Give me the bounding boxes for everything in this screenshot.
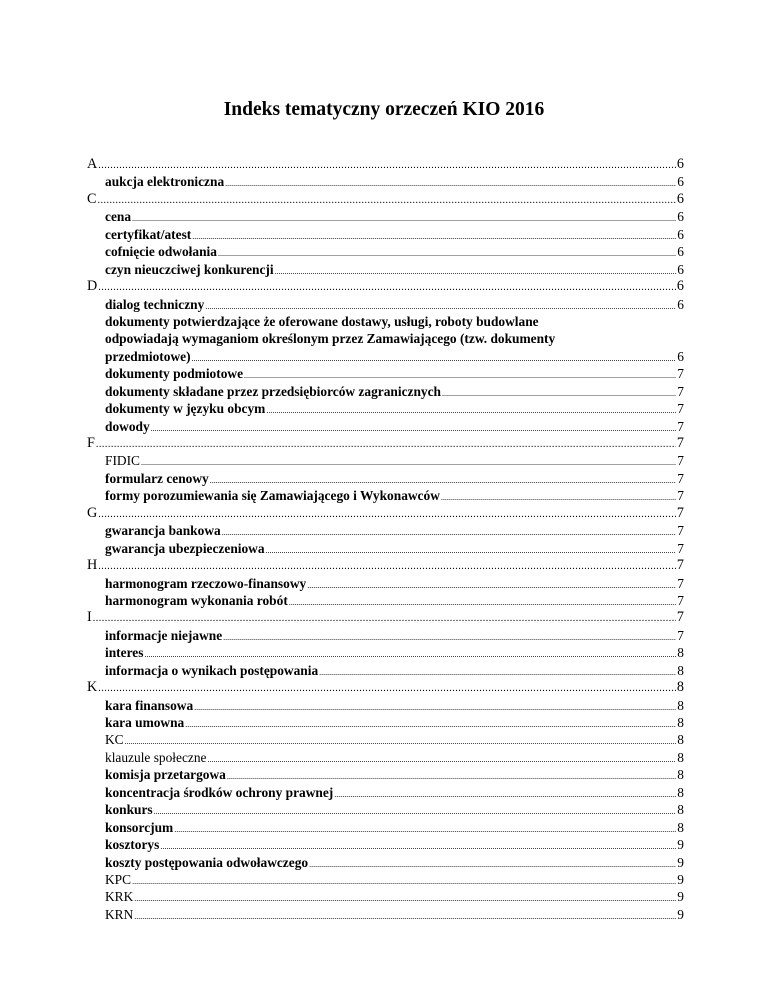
toc-entry-label: kara finansowa xyxy=(105,697,194,713)
toc-subentry[interactable] xyxy=(87,854,684,871)
toc-section-letter[interactable] xyxy=(87,191,684,208)
toc-entry-label: interes xyxy=(105,645,144,661)
toc-entry-label: klauzule społeczne xyxy=(105,749,207,765)
toc-entry-label: gwarancja bankowa xyxy=(105,523,221,539)
toc-entry-label-line: dokumenty potwierdzające że oferowane dostawy, usługi, roboty budowlane xyxy=(105,313,539,329)
toc-subentry[interactable] xyxy=(87,540,684,557)
toc-entry-label: C xyxy=(87,190,97,207)
toc-entry-label: FIDIC xyxy=(105,453,140,469)
toc-section-letter[interactable] xyxy=(87,609,684,626)
toc-section-letter[interactable] xyxy=(87,156,684,173)
toc-page-number: 7 xyxy=(677,627,684,643)
dot-leader xyxy=(307,577,676,594)
toc-subentry[interactable] xyxy=(87,592,684,609)
dot-leader xyxy=(266,402,676,419)
toc-subentry[interactable] xyxy=(87,697,684,714)
toc-entry-label: dokumenty podmiotowe xyxy=(105,366,244,382)
toc-page-number: 7 xyxy=(677,523,684,539)
dot-leader xyxy=(125,733,677,750)
toc-page-number: 8 xyxy=(677,784,684,800)
toc-entry-label: informacja o wynikach postępowania xyxy=(105,662,319,678)
dot-leader xyxy=(134,908,676,925)
toc-entry-label: komisja przetargowa xyxy=(105,767,226,783)
dot-leader xyxy=(93,610,676,627)
toc-page-number: 7 xyxy=(676,557,684,574)
toc-subentry[interactable] xyxy=(87,261,684,278)
dot-leader xyxy=(334,786,676,803)
dot-leader xyxy=(309,856,676,873)
toc-subentry[interactable] xyxy=(87,906,684,923)
toc-page-number: 6 xyxy=(677,244,684,260)
toc-page-number: 9 xyxy=(677,837,684,853)
toc-entry-label: konkurs xyxy=(105,802,153,818)
toc-page-number: 8 xyxy=(677,732,684,748)
toc-entry-label: I xyxy=(87,609,92,626)
toc-entry-label: cofnięcie odwołania xyxy=(105,244,217,260)
toc-subentry[interactable] xyxy=(87,487,684,504)
toc-page-number: 6 xyxy=(677,226,684,242)
toc-section-letter[interactable] xyxy=(87,278,684,295)
toc-page-number: 8 xyxy=(677,645,684,661)
toc-entry-label: dokumenty składane przez przedsiębiorców zagranicznych xyxy=(105,383,441,399)
toc-entry-label: kara umowna xyxy=(105,715,185,730)
toc-page-number: 7 xyxy=(677,418,684,434)
toc-entry-label: przedmiotowe) xyxy=(105,348,191,364)
toc-entry-label: koncentracja środków ochrony prawnej xyxy=(105,784,334,800)
dot-leader xyxy=(225,175,676,192)
toc-subentry[interactable] xyxy=(87,365,684,382)
toc-subentry[interactable] xyxy=(87,296,684,313)
toc-subentry[interactable] xyxy=(87,714,684,731)
toc-entry-label: aukcja elektroniczna xyxy=(105,174,225,190)
dot-leader xyxy=(98,279,676,296)
dot-leader xyxy=(441,489,676,506)
toc-page-number: 7 xyxy=(677,575,684,591)
toc-entry-label: czyn nieuczciwej konkurencji xyxy=(105,261,274,277)
toc-entry-label: gwarancja ubezpieczeniowa xyxy=(105,540,265,556)
toc-entry-label: dowody xyxy=(105,418,150,434)
toc-entry-label: F xyxy=(87,435,95,451)
toc-subentry[interactable] xyxy=(87,662,684,679)
toc-entry-last-line xyxy=(105,348,684,365)
toc-subentry[interactable] xyxy=(87,313,684,365)
toc-page-number: 9 xyxy=(677,854,684,870)
toc-subentry[interactable] xyxy=(87,749,684,766)
toc-subentry[interactable] xyxy=(87,766,684,783)
toc-page-number: 8 xyxy=(677,819,684,835)
dot-leader xyxy=(223,629,676,646)
toc-page-number: 6 xyxy=(677,209,684,225)
toc-entry-label: formularz cenowy xyxy=(105,470,209,486)
toc-page-number: 7 xyxy=(676,435,684,451)
toc-entry-label: H xyxy=(87,557,98,574)
toc-subentry[interactable] xyxy=(87,888,684,905)
toc-page-number: 6 xyxy=(676,156,684,172)
toc-subentry[interactable] xyxy=(87,418,684,435)
dot-leader xyxy=(185,716,676,733)
toc-page-number: 6 xyxy=(676,190,684,207)
toc-subentry[interactable] xyxy=(87,173,684,190)
toc-entry-label: konsorcjum xyxy=(105,819,174,835)
toc-entry-label: K xyxy=(87,679,98,696)
toc-page-number: 7 xyxy=(676,609,684,626)
toc-subentry[interactable] xyxy=(87,819,684,836)
dot-leader xyxy=(97,192,675,209)
toc-subentry[interactable] xyxy=(87,784,684,801)
toc-entry-label: koszty postępowania odwoławczego xyxy=(105,854,309,870)
toc-page-number: 7 xyxy=(677,453,684,469)
dot-leader xyxy=(151,420,677,437)
toc-subentry[interactable] xyxy=(87,383,684,400)
dot-leader xyxy=(192,228,676,245)
toc-section-letter[interactable] xyxy=(87,505,684,522)
toc-subentry[interactable] xyxy=(87,522,684,539)
toc-entry-label: kosztorys xyxy=(105,837,160,853)
toc-page-number: 6 xyxy=(677,348,684,364)
toc-page-number: 7 xyxy=(677,592,684,608)
dot-leader xyxy=(442,385,676,402)
toc-entry-label: G xyxy=(87,504,98,521)
toc-page-number: 6 xyxy=(677,174,684,190)
toc-page-number: 8 xyxy=(677,749,684,765)
toc-subentry[interactable] xyxy=(87,400,684,417)
dot-leader xyxy=(98,558,676,575)
toc-subentry[interactable] xyxy=(87,627,684,644)
dot-leader xyxy=(98,680,676,697)
toc-entry-label: D xyxy=(87,278,98,295)
toc-page-number: 7 xyxy=(677,383,684,399)
toc-page-number: 7 xyxy=(677,366,684,382)
toc-subentry[interactable] xyxy=(87,801,684,818)
toc-subentry[interactable] xyxy=(87,731,684,748)
toc-entry-label: informacje niejawne xyxy=(105,627,223,643)
dot-leader xyxy=(266,542,677,559)
toc-section-letter[interactable] xyxy=(87,435,684,452)
toc-page-number: 6 xyxy=(677,296,684,312)
dot-leader xyxy=(289,594,677,611)
toc-entry-label: A xyxy=(87,156,98,172)
dot-leader xyxy=(275,263,677,280)
toc-subentry[interactable] xyxy=(87,208,684,225)
toc-page-number: 7 xyxy=(677,401,684,417)
toc-entry-label: formy porozumiewania się Zamawiającego i Wykonawców xyxy=(105,488,440,504)
dot-leader xyxy=(98,506,676,523)
toc-subentry[interactable] xyxy=(87,470,684,487)
toc-page-number: 8 xyxy=(676,679,684,696)
toc-page-number: 9 xyxy=(677,871,684,887)
toc-page-number: 8 xyxy=(677,662,684,678)
toc-page-number: 7 xyxy=(677,488,684,504)
toc-section-letter[interactable] xyxy=(87,557,684,574)
toc-subentry[interactable] xyxy=(87,243,684,260)
dot-leader xyxy=(141,454,676,471)
toc-entry-label: cena xyxy=(105,209,132,225)
table-of-contents xyxy=(87,156,684,923)
dot-leader xyxy=(174,821,676,838)
dot-leader xyxy=(208,751,677,768)
toc-entry-label-line: odpowiadają wymaganiom określonym przez Zamawiającego (tzw. dokumenty xyxy=(105,331,556,347)
dot-leader xyxy=(319,664,676,681)
dot-leader xyxy=(154,803,677,820)
dot-leader xyxy=(222,524,677,541)
toc-subentry[interactable] xyxy=(87,836,684,853)
toc-page-number: 7 xyxy=(676,504,684,521)
toc-entry-label: KC xyxy=(105,732,124,748)
dot-leader xyxy=(218,245,676,262)
toc-page-number: 7 xyxy=(677,470,684,486)
toc-page-number: 6 xyxy=(677,261,684,277)
dot-leader xyxy=(98,157,676,174)
toc-entry-label: harmonogram wykonania robót xyxy=(105,592,288,608)
toc-entry-label: dokumenty w języku obcym xyxy=(105,401,266,417)
toc-section-letter[interactable] xyxy=(87,679,684,696)
toc-page-number: 6 xyxy=(676,278,684,295)
toc-subentry[interactable] xyxy=(87,452,684,469)
toc-entry-label: certyfikat/atest xyxy=(105,226,192,242)
toc-page-number: 8 xyxy=(677,697,684,713)
toc-page-number: 9 xyxy=(677,906,684,922)
toc-entry-label: KPC xyxy=(105,871,132,887)
dot-leader xyxy=(194,699,676,716)
toc-page-number: 7 xyxy=(677,540,684,556)
dot-leader xyxy=(132,873,676,890)
toc-page-number: 8 xyxy=(677,715,684,730)
toc-page-number: 8 xyxy=(677,802,684,818)
toc-entry-label: KRN xyxy=(105,906,134,922)
toc-entry-label: harmonogram rzeczowo-finansowy xyxy=(105,575,307,591)
dot-leader xyxy=(96,436,676,453)
toc-subentry[interactable] xyxy=(87,226,684,243)
dot-leader xyxy=(134,890,676,907)
dot-leader xyxy=(192,350,677,367)
dot-leader xyxy=(132,210,676,227)
toc-subentry[interactable] xyxy=(87,871,684,888)
toc-page-number: 9 xyxy=(677,889,684,905)
page-title: Indeks tematyczny orzeczeń KIO 2016 xyxy=(223,99,545,120)
toc-entry-label: dialog techniczny xyxy=(105,296,205,312)
toc-subentry[interactable] xyxy=(87,644,684,661)
toc-page-number: 8 xyxy=(677,767,684,783)
toc-subentry[interactable] xyxy=(87,575,684,592)
toc-entry-label: KRK xyxy=(105,889,134,905)
